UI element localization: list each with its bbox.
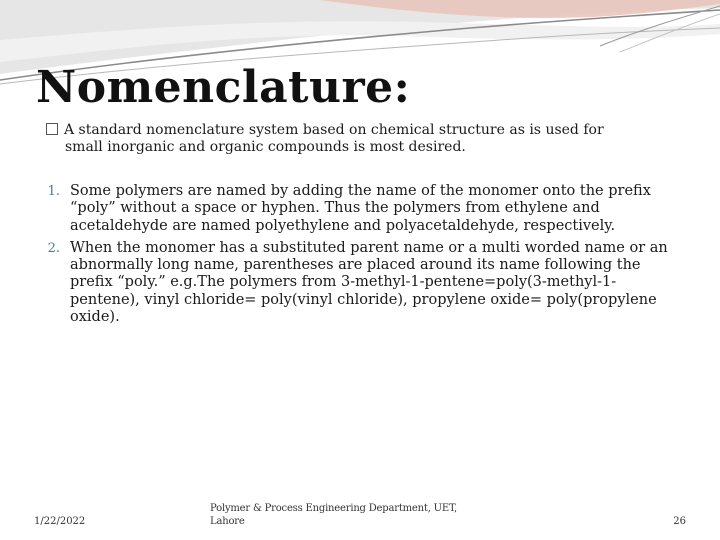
intro-line-1: A standard nomenclature system based on chemical structure as is used for	[64, 122, 604, 138]
square-bullet-icon	[46, 123, 58, 135]
list-item-text: Some polymers are named by adding the name of the monomer onto the prefix “poly” without a space or hyphen. Thus the polymers from ethylene and acetaldehyde are named polyethylene and polyacetaldehyde, respectively.	[70, 183, 651, 234]
intro-line-2: small inorganic and organic compounds is most desired.	[65, 139, 466, 155]
slide-title: Nomenclature:	[36, 62, 411, 113]
list-item-number: 1.	[47, 184, 60, 199]
list-item-text: When the monomer has a substituted parent name or a multi worded name or an abnormally long name, parentheses are placed around its name following the prefix “poly.” e.g.The polymers from 3-methyl-1-pentene=poly(3-methyl-1-pentene), vinyl chloride= poly(vinyl chloride), propylene oxide= poly(propylene oxide).	[70, 239, 668, 326]
intro-paragraph	[46, 122, 666, 156]
footer-department: Polymer & Process Engineering Department, UET, Lahore	[210, 503, 457, 527]
page-number: 26	[673, 516, 686, 527]
numbered-list	[20, 183, 670, 331]
list-item	[20, 183, 670, 235]
footer-date: 1/22/2022	[34, 516, 86, 527]
list-item	[20, 240, 670, 326]
list-item-number: 2.	[47, 240, 60, 256]
